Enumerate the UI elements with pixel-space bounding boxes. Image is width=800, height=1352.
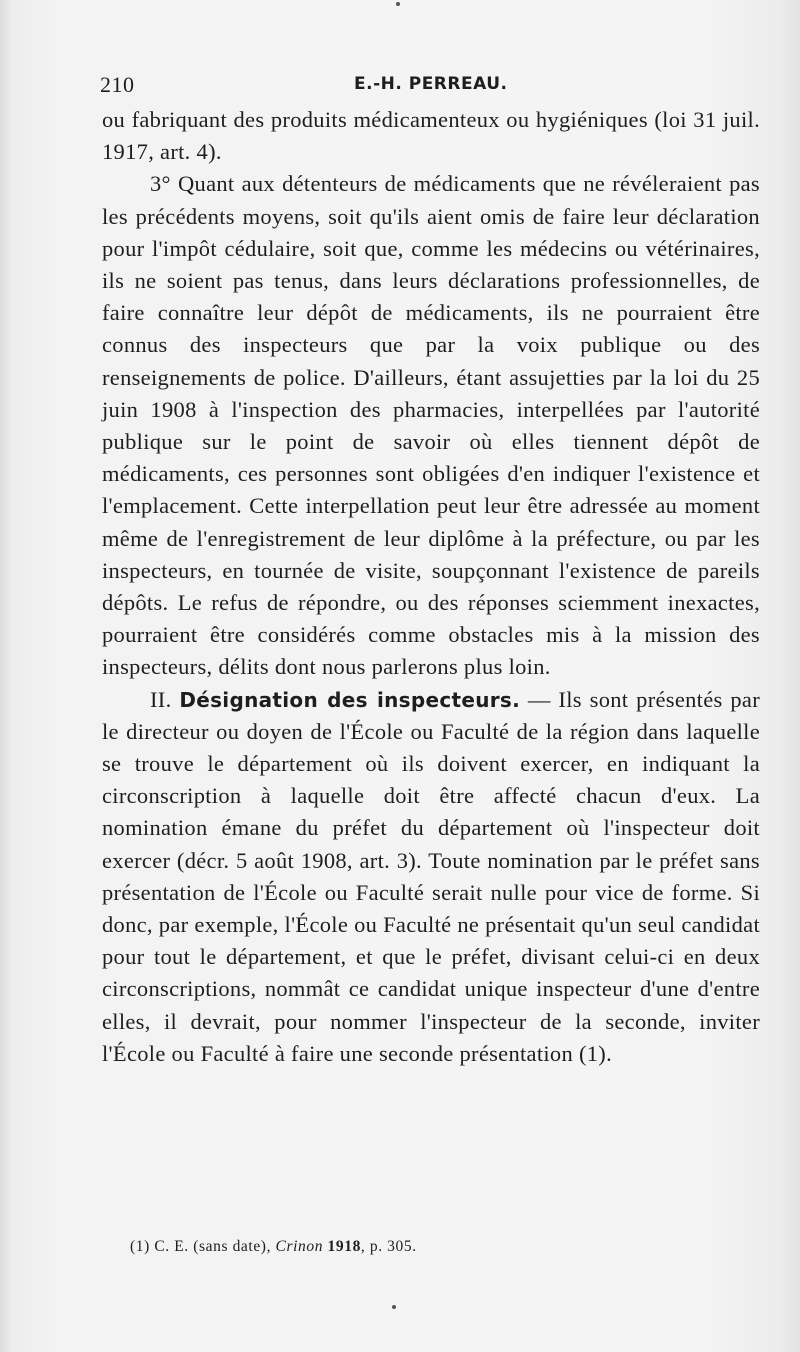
page-header [100,72,760,100]
page-number: 210 [100,72,135,97]
footnote-page: , p. 305. [360,1238,417,1255]
paragraph-point-3: 3° Quant aux détenteurs de médicaments que ne révéleraient pas les précédents moyens, soit qu'ils aient omis de faire leur déclaration pour l'impôt cédulaire, soit que, comme les médecins ou vétérinaires, ils ne soient pas tenus, dans leurs déclarations professionnelles, de faire connaître leur dépôt de médicaments, ils ne pourraient être connus des inspecteurs que par la voix publique ou des renseignements de police. D'ailleurs, étant assujetties par la loi du 25 juin 1908 à l'inspection des pharmacies, interpellées par l'autorité publique sur le point de savoir où elles tiennent dépôt de médicaments, ces personnes sont obligées d'en indiquer l'existence et l'emplacement. Cette interpellation peut leur être adressée au moment même de l'enregistrement de leur diplôme à la préfecture, ou par les inspecteurs, en tournée de visite, soupçonnant l'existence de pareils dépôts. Le refus de répondre, ou des réponses sciemment inexactes, pourraient être considérés comme obstacles mis à la mission des inspecteurs, délits dont nous parlerons plus loin. [102,171,760,680]
ink-speck [396,2,400,6]
footnote-journal: Crinon [275,1238,324,1255]
footnote-marker: (1) [130,1238,150,1255]
paragraph-continuation: ou fabriquant des produits médicamenteux ou hygiéniques (loi 31 juil. 1917, art. 4). [102,107,760,165]
paragraph-section-ii [102,684,760,1070]
footnote-source: C. E. (sans date), [149,1238,276,1255]
running-head: E.-H. PERREAU. [354,74,508,94]
section-heading: Désignation des inspecteurs. [179,687,521,712]
ink-speck [392,1305,396,1309]
footnote [130,1238,417,1256]
footnote-year: 1918 [323,1238,361,1255]
body-text [102,104,760,1070]
section-number: II. [150,686,172,712]
section-body: — Ils sont présentés par le directeur ou doyen de l'École ou Faculté de la région dans laquelle se trouve le département où ils doivent exercer, en indiquant la circonscription à laquelle doit être affecté chacun d'eux. La nomination émane du préfet du département où l'inspecteur doit exercer (décr. 5 août 1908, art. 3). Toute nomination par le préfet sans présentation de l'École ou Faculté serait nulle pour vice de forme. Si donc, par exemple, l'École ou Faculté ne présentait qu'un seul candidat pour tout le département, et que le préfet, divisant celui-ci en deux circonscriptions, nommât ce candidat unique inspecteur d'une d'entre elles, il devrait, pour nommer l'inspecteur de la seconde, inviter l'École ou Faculté à faire une seconde présentation (1). [102,686,760,1066]
